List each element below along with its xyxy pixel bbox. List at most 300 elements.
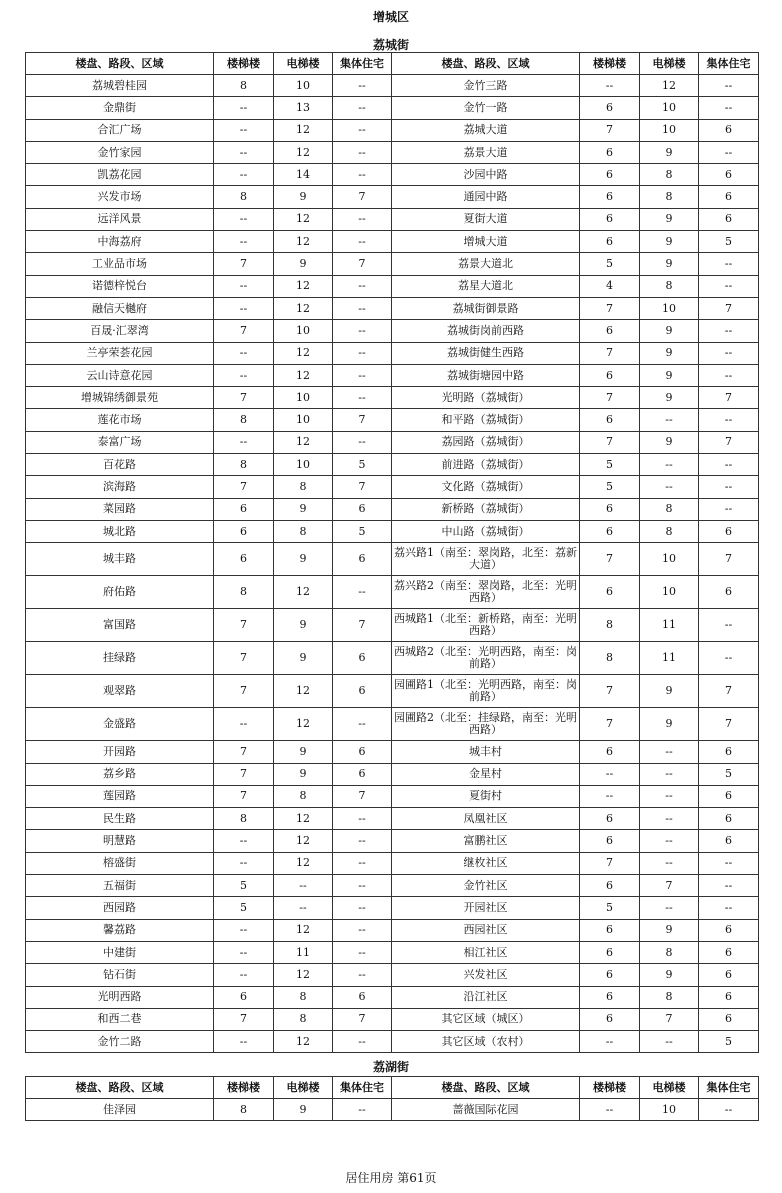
- cell-area-name: 明慧路: [26, 830, 214, 852]
- cell-elevator-building: 8: [274, 520, 333, 542]
- cell-elevator-building: 9: [640, 919, 699, 941]
- cell-stair-building: --: [214, 708, 274, 741]
- cell-collective-housing: 7: [333, 476, 392, 498]
- cell-area-name: 菜园路: [26, 498, 214, 520]
- column-header-area-name: 楼盘、路段、区域: [26, 1077, 214, 1099]
- table-row: [26, 675, 759, 708]
- cell-stair-building: 7: [214, 675, 274, 708]
- cell-elevator-building: 12: [274, 342, 333, 364]
- cell-area-name: 城丰村: [392, 741, 580, 763]
- cell-area-name: 荔城街岗前西路: [392, 320, 580, 342]
- cell-stair-building: 7: [580, 342, 640, 364]
- cell-stair-building: --: [214, 431, 274, 453]
- cell-stair-building: --: [214, 830, 274, 852]
- cell-collective-housing: 7: [699, 387, 759, 409]
- cell-elevator-building: 12: [274, 964, 333, 986]
- cell-elevator-building: 9: [640, 675, 699, 708]
- cell-collective-housing: 5: [333, 520, 392, 542]
- cell-elevator-building: 8: [274, 1008, 333, 1030]
- cell-stair-building: --: [580, 1031, 640, 1053]
- cell-area-name: 兴发市场: [26, 186, 214, 208]
- cell-collective-housing: --: [699, 642, 759, 675]
- cell-elevator-building: 8: [640, 275, 699, 297]
- cell-area-name: 金鼎街: [26, 97, 214, 119]
- cell-area-name: 荔城街健生西路: [392, 342, 580, 364]
- table-row: [26, 609, 759, 642]
- cell-stair-building: 7: [214, 642, 274, 675]
- cell-elevator-building: 9: [274, 763, 333, 785]
- table-row: [26, 986, 759, 1008]
- table-row: [26, 520, 759, 542]
- cell-area-name: 钻石街: [26, 964, 214, 986]
- cell-area-name: 继枚社区: [392, 852, 580, 874]
- cell-stair-building: 6: [214, 498, 274, 520]
- cell-area-name: 新桥路（荔城街）: [392, 498, 580, 520]
- cell-stair-building: 5: [580, 454, 640, 476]
- cell-elevator-building: --: [640, 830, 699, 852]
- cell-collective-housing: --: [333, 119, 392, 141]
- cell-area-name: 诺德梓悦台: [26, 275, 214, 297]
- cell-stair-building: 7: [214, 1008, 274, 1030]
- cell-collective-housing: --: [333, 97, 392, 119]
- cell-area-name: 百花路: [26, 454, 214, 476]
- column-header-elevator-building: 电梯楼: [274, 53, 333, 75]
- cell-elevator-building: 10: [640, 1099, 699, 1121]
- cell-area-name: 合汇广场: [26, 119, 214, 141]
- cell-collective-housing: --: [699, 897, 759, 919]
- cell-elevator-building: 9: [274, 642, 333, 675]
- cell-area-name: 泰富广场: [26, 431, 214, 453]
- cell-elevator-building: 9: [640, 708, 699, 741]
- cell-collective-housing: --: [699, 875, 759, 897]
- cell-area-name: 荔园路（荔城街）: [392, 431, 580, 453]
- cell-area-name: 荔兴路1（南至：翠岗路，北至：荔新大道）: [392, 543, 580, 576]
- cell-elevator-building: --: [640, 763, 699, 785]
- table-row: [26, 454, 759, 476]
- cell-elevator-building: 10: [274, 454, 333, 476]
- district-title: 增城区: [372, 10, 409, 24]
- cell-area-name: 增城大道: [392, 231, 580, 253]
- table-row: [26, 763, 759, 785]
- column-header-area-name: 楼盘、路段、区域: [26, 53, 214, 75]
- cell-elevator-building: 12: [274, 852, 333, 874]
- cell-collective-housing: --: [699, 498, 759, 520]
- cell-collective-housing: 5: [699, 763, 759, 785]
- table-row: [26, 119, 759, 141]
- table-row: [26, 852, 759, 874]
- cell-collective-housing: 6: [333, 986, 392, 1008]
- cell-stair-building: --: [214, 275, 274, 297]
- cell-area-name: 府佑路: [26, 576, 214, 609]
- cell-stair-building: 5: [214, 897, 274, 919]
- cell-stair-building: --: [214, 119, 274, 141]
- cell-elevator-building: 8: [274, 785, 333, 807]
- table-row: [26, 253, 759, 275]
- cell-area-name: 其它区域（农村）: [392, 1031, 580, 1053]
- cell-area-name: 夏街村: [392, 785, 580, 807]
- cell-stair-building: --: [214, 919, 274, 941]
- cell-area-name: 通园中路: [392, 186, 580, 208]
- column-header-elevator-building: 电梯楼: [640, 1077, 699, 1099]
- cell-elevator-building: 9: [640, 141, 699, 163]
- cell-stair-building: 6: [580, 919, 640, 941]
- cell-stair-building: 6: [580, 986, 640, 1008]
- cell-elevator-building: 14: [274, 164, 333, 186]
- cell-stair-building: 6: [214, 543, 274, 576]
- column-header-area-name: 楼盘、路段、区域: [392, 53, 580, 75]
- cell-elevator-building: 9: [274, 253, 333, 275]
- cell-area-name: 荔景大道北: [392, 253, 580, 275]
- cell-collective-housing: 6: [699, 808, 759, 830]
- cell-collective-housing: 7: [699, 297, 759, 319]
- cell-stair-building: 7: [580, 387, 640, 409]
- cell-area-name: 园圃路1（北至：光明西路，南至：岗前路）: [392, 675, 580, 708]
- cell-area-name: 其它区域（城区）: [392, 1008, 580, 1030]
- cell-elevator-building: --: [640, 454, 699, 476]
- cell-collective-housing: --: [333, 208, 392, 230]
- cell-stair-building: 6: [580, 741, 640, 763]
- cell-stair-building: --: [214, 342, 274, 364]
- table-row: [26, 275, 759, 297]
- cell-collective-housing: 6: [699, 208, 759, 230]
- cell-elevator-building: 8: [640, 498, 699, 520]
- cell-collective-housing: 6: [699, 941, 759, 963]
- cell-elevator-building: 10: [640, 97, 699, 119]
- cell-area-name: 民生路: [26, 808, 214, 830]
- lihu-table: [25, 1076, 759, 1121]
- cell-elevator-building: 12: [274, 208, 333, 230]
- cell-collective-housing: --: [333, 941, 392, 963]
- cell-elevator-building: 12: [640, 75, 699, 97]
- cell-stair-building: 6: [580, 1008, 640, 1030]
- cell-elevator-building: --: [640, 741, 699, 763]
- cell-collective-housing: --: [699, 75, 759, 97]
- cell-area-name: 沿江社区: [392, 986, 580, 1008]
- cell-stair-building: 6: [580, 964, 640, 986]
- cell-collective-housing: --: [699, 364, 759, 386]
- cell-collective-housing: --: [333, 852, 392, 874]
- cell-area-name: 五福街: [26, 875, 214, 897]
- cell-elevator-building: 9: [274, 609, 333, 642]
- table-row: [26, 1008, 759, 1030]
- cell-collective-housing: --: [333, 431, 392, 453]
- table-row: [26, 498, 759, 520]
- cell-collective-housing: 7: [333, 785, 392, 807]
- cell-elevator-building: 9: [640, 364, 699, 386]
- cell-stair-building: 7: [214, 320, 274, 342]
- cell-collective-housing: 7: [333, 409, 392, 431]
- cell-elevator-building: 9: [640, 253, 699, 275]
- cell-collective-housing: 7: [699, 708, 759, 741]
- cell-elevator-building: 9: [274, 186, 333, 208]
- table-row: [26, 208, 759, 230]
- cell-collective-housing: 5: [333, 454, 392, 476]
- cell-area-name: 西城路2（北至：光明西路，南至：岗前路）: [392, 642, 580, 675]
- cell-area-name: 蔷薇国际花园: [392, 1099, 580, 1121]
- cell-elevator-building: 8: [640, 520, 699, 542]
- column-header-stair-building: 楼梯楼: [214, 53, 274, 75]
- cell-elevator-building: 11: [640, 642, 699, 675]
- cell-area-name: 金竹社区: [392, 875, 580, 897]
- table-row: [26, 364, 759, 386]
- cell-stair-building: --: [214, 208, 274, 230]
- cell-stair-building: --: [214, 852, 274, 874]
- cell-stair-building: 6: [580, 520, 640, 542]
- cell-area-name: 凤凰社区: [392, 808, 580, 830]
- cell-collective-housing: 6: [699, 576, 759, 609]
- cell-stair-building: 7: [580, 297, 640, 319]
- column-header-elevator-building: 电梯楼: [274, 1077, 333, 1099]
- cell-collective-housing: 7: [333, 1008, 392, 1030]
- cell-collective-housing: 6: [699, 520, 759, 542]
- column-header-area-name: 楼盘、路段、区域: [392, 1077, 580, 1099]
- cell-elevator-building: 7: [640, 875, 699, 897]
- cell-stair-building: 5: [580, 476, 640, 498]
- cell-stair-building: 6: [580, 164, 640, 186]
- cell-collective-housing: --: [333, 964, 392, 986]
- table-row: [26, 186, 759, 208]
- cell-stair-building: 7: [214, 253, 274, 275]
- table-row: [26, 476, 759, 498]
- cell-elevator-building: --: [640, 808, 699, 830]
- cell-collective-housing: 5: [699, 1031, 759, 1053]
- table-row: [26, 387, 759, 409]
- cell-stair-building: 6: [580, 97, 640, 119]
- cell-elevator-building: --: [640, 409, 699, 431]
- cell-collective-housing: 6: [699, 830, 759, 852]
- cell-collective-housing: 7: [699, 431, 759, 453]
- table-row: [26, 785, 759, 807]
- cell-area-name: 金竹家园: [26, 141, 214, 163]
- cell-elevator-building: 8: [274, 986, 333, 1008]
- table-row: [26, 409, 759, 431]
- cell-stair-building: 6: [580, 409, 640, 431]
- cell-stair-building: 8: [214, 409, 274, 431]
- table-row: [26, 941, 759, 963]
- cell-area-name: 莲花市场: [26, 409, 214, 431]
- cell-elevator-building: 9: [274, 1099, 333, 1121]
- licheng-table: [25, 52, 759, 1053]
- cell-stair-building: 8: [580, 609, 640, 642]
- cell-elevator-building: 11: [640, 609, 699, 642]
- table-row: [26, 97, 759, 119]
- cell-stair-building: 5: [580, 253, 640, 275]
- cell-stair-building: 7: [214, 785, 274, 807]
- cell-area-name: 光明路（荔城街）: [392, 387, 580, 409]
- cell-elevator-building: 10: [274, 320, 333, 342]
- cell-elevator-building: 8: [274, 476, 333, 498]
- cell-elevator-building: 10: [274, 409, 333, 431]
- cell-collective-housing: --: [699, 275, 759, 297]
- table-row: [26, 642, 759, 675]
- cell-elevator-building: 10: [640, 576, 699, 609]
- cell-collective-housing: --: [699, 476, 759, 498]
- cell-collective-housing: --: [699, 141, 759, 163]
- cell-elevator-building: 8: [640, 164, 699, 186]
- cell-collective-housing: --: [333, 1031, 392, 1053]
- cell-collective-housing: 6: [333, 642, 392, 675]
- cell-stair-building: --: [214, 164, 274, 186]
- cell-elevator-building: 9: [640, 231, 699, 253]
- cell-area-name: 相江社区: [392, 941, 580, 963]
- cell-elevator-building: 12: [274, 808, 333, 830]
- cell-stair-building: 8: [214, 75, 274, 97]
- table-row: [26, 741, 759, 763]
- cell-area-name: 榕盛街: [26, 852, 214, 874]
- cell-elevator-building: --: [640, 897, 699, 919]
- cell-collective-housing: --: [333, 231, 392, 253]
- table-row: [26, 320, 759, 342]
- cell-collective-housing: --: [699, 97, 759, 119]
- cell-area-name: 金盛路: [26, 708, 214, 741]
- cell-area-name: 荔乡路: [26, 763, 214, 785]
- cell-collective-housing: --: [699, 320, 759, 342]
- column-header-collective-housing: 集体住宅: [333, 1077, 392, 1099]
- column-header-collective-housing: 集体住宅: [699, 53, 759, 75]
- cell-collective-housing: 6: [699, 741, 759, 763]
- cell-collective-housing: 7: [699, 675, 759, 708]
- cell-elevator-building: 12: [274, 431, 333, 453]
- cell-elevator-building: --: [640, 1031, 699, 1053]
- table-row: [26, 964, 759, 986]
- cell-stair-building: 8: [214, 1099, 274, 1121]
- cell-collective-housing: --: [333, 75, 392, 97]
- cell-collective-housing: 7: [333, 253, 392, 275]
- cell-stair-building: 7: [580, 852, 640, 874]
- cell-area-name: 远洋风景: [26, 208, 214, 230]
- cell-area-name: 增城锦绣御景苑: [26, 387, 214, 409]
- cell-stair-building: 7: [580, 119, 640, 141]
- cell-collective-housing: --: [333, 364, 392, 386]
- table-row: [26, 576, 759, 609]
- table-row: [26, 830, 759, 852]
- cell-stair-building: 6: [214, 520, 274, 542]
- cell-stair-building: 7: [214, 741, 274, 763]
- cell-area-name: 荔城街塘园中路: [392, 364, 580, 386]
- cell-collective-housing: 6: [699, 164, 759, 186]
- cell-area-name: 兰亭荣荟花园: [26, 342, 214, 364]
- cell-area-name: 云山诗意花园: [26, 364, 214, 386]
- page-footer: 居住用房 第61页: [345, 1171, 437, 1185]
- cell-stair-building: 6: [580, 320, 640, 342]
- cell-elevator-building: 9: [640, 342, 699, 364]
- cell-area-name: 中建街: [26, 941, 214, 963]
- column-header-collective-housing: 集体住宅: [333, 53, 392, 75]
- cell-area-name: 荔城碧桂园: [26, 75, 214, 97]
- table-row: [26, 708, 759, 741]
- table-row: [26, 808, 759, 830]
- table-row: [26, 75, 759, 97]
- cell-elevator-building: 9: [640, 964, 699, 986]
- cell-area-name: 西园路: [26, 897, 214, 919]
- cell-area-name: 富鹏社区: [392, 830, 580, 852]
- cell-stair-building: 4: [580, 275, 640, 297]
- cell-elevator-building: 12: [274, 675, 333, 708]
- cell-area-name: 园圃路2（北至：挂绿路，南至：光明西路）: [392, 708, 580, 741]
- cell-area-name: 和平路（荔城街）: [392, 409, 580, 431]
- cell-collective-housing: --: [699, 1099, 759, 1121]
- table-header-row: [26, 1077, 759, 1099]
- cell-area-name: 夏街大道: [392, 208, 580, 230]
- cell-area-name: 前进路（荔城街）: [392, 454, 580, 476]
- cell-collective-housing: 6: [333, 543, 392, 576]
- cell-collective-housing: --: [333, 320, 392, 342]
- cell-area-name: 荔星大道北: [392, 275, 580, 297]
- cell-stair-building: --: [580, 763, 640, 785]
- cell-area-name: 荔城街御景路: [392, 297, 580, 319]
- table-row: [26, 543, 759, 576]
- cell-elevator-building: 10: [640, 297, 699, 319]
- cell-elevator-building: 12: [274, 231, 333, 253]
- cell-area-name: 荔景大道: [392, 141, 580, 163]
- cell-elevator-building: 9: [274, 543, 333, 576]
- cell-stair-building: 6: [580, 364, 640, 386]
- cell-collective-housing: --: [699, 409, 759, 431]
- cell-collective-housing: --: [699, 852, 759, 874]
- cell-area-name: 金竹二路: [26, 1031, 214, 1053]
- cell-elevator-building: 9: [274, 498, 333, 520]
- table-row: [26, 875, 759, 897]
- cell-stair-building: 6: [580, 498, 640, 520]
- cell-stair-building: 7: [214, 763, 274, 785]
- cell-area-name: 金竹一路: [392, 97, 580, 119]
- cell-area-name: 沙园中路: [392, 164, 580, 186]
- cell-stair-building: 7: [214, 387, 274, 409]
- cell-stair-building: 6: [580, 808, 640, 830]
- cell-collective-housing: --: [333, 342, 392, 364]
- cell-stair-building: 7: [580, 543, 640, 576]
- cell-collective-housing: 6: [699, 919, 759, 941]
- cell-elevator-building: --: [640, 852, 699, 874]
- cell-elevator-building: 11: [274, 941, 333, 963]
- cell-collective-housing: 6: [699, 119, 759, 141]
- cell-elevator-building: 9: [274, 741, 333, 763]
- cell-area-name: 百晟·汇翠湾: [26, 320, 214, 342]
- cell-elevator-building: 12: [274, 919, 333, 941]
- cell-elevator-building: 12: [274, 297, 333, 319]
- cell-collective-housing: 5: [699, 231, 759, 253]
- cell-area-name: 西城路1（北至：新桥路，南至：光明西路）: [392, 609, 580, 642]
- cell-collective-housing: --: [333, 576, 392, 609]
- cell-collective-housing: --: [333, 141, 392, 163]
- cell-area-name: 金星村: [392, 763, 580, 785]
- cell-elevator-building: 10: [274, 387, 333, 409]
- cell-collective-housing: --: [699, 253, 759, 275]
- cell-area-name: 和西二巷: [26, 1008, 214, 1030]
- cell-area-name: 馨荔路: [26, 919, 214, 941]
- cell-stair-building: 5: [580, 897, 640, 919]
- cell-stair-building: 7: [580, 708, 640, 741]
- cell-collective-housing: --: [333, 808, 392, 830]
- cell-stair-building: 6: [580, 941, 640, 963]
- table-row: [26, 141, 759, 163]
- cell-collective-housing: 6: [333, 498, 392, 520]
- cell-area-name: 荔兴路2（南至：翠岗路，北至：光明西路）: [392, 576, 580, 609]
- cell-collective-housing: 7: [333, 186, 392, 208]
- table-row: [26, 164, 759, 186]
- cell-area-name: 西园社区: [392, 919, 580, 941]
- cell-stair-building: --: [214, 964, 274, 986]
- cell-collective-housing: --: [333, 387, 392, 409]
- cell-stair-building: 8: [214, 576, 274, 609]
- column-header-stair-building: 楼梯楼: [214, 1077, 274, 1099]
- table-header-row: [26, 53, 759, 75]
- cell-stair-building: 6: [580, 231, 640, 253]
- cell-area-name: 兴发社区: [392, 964, 580, 986]
- cell-collective-housing: 7: [699, 543, 759, 576]
- cell-stair-building: 8: [214, 186, 274, 208]
- cell-elevator-building: 10: [274, 75, 333, 97]
